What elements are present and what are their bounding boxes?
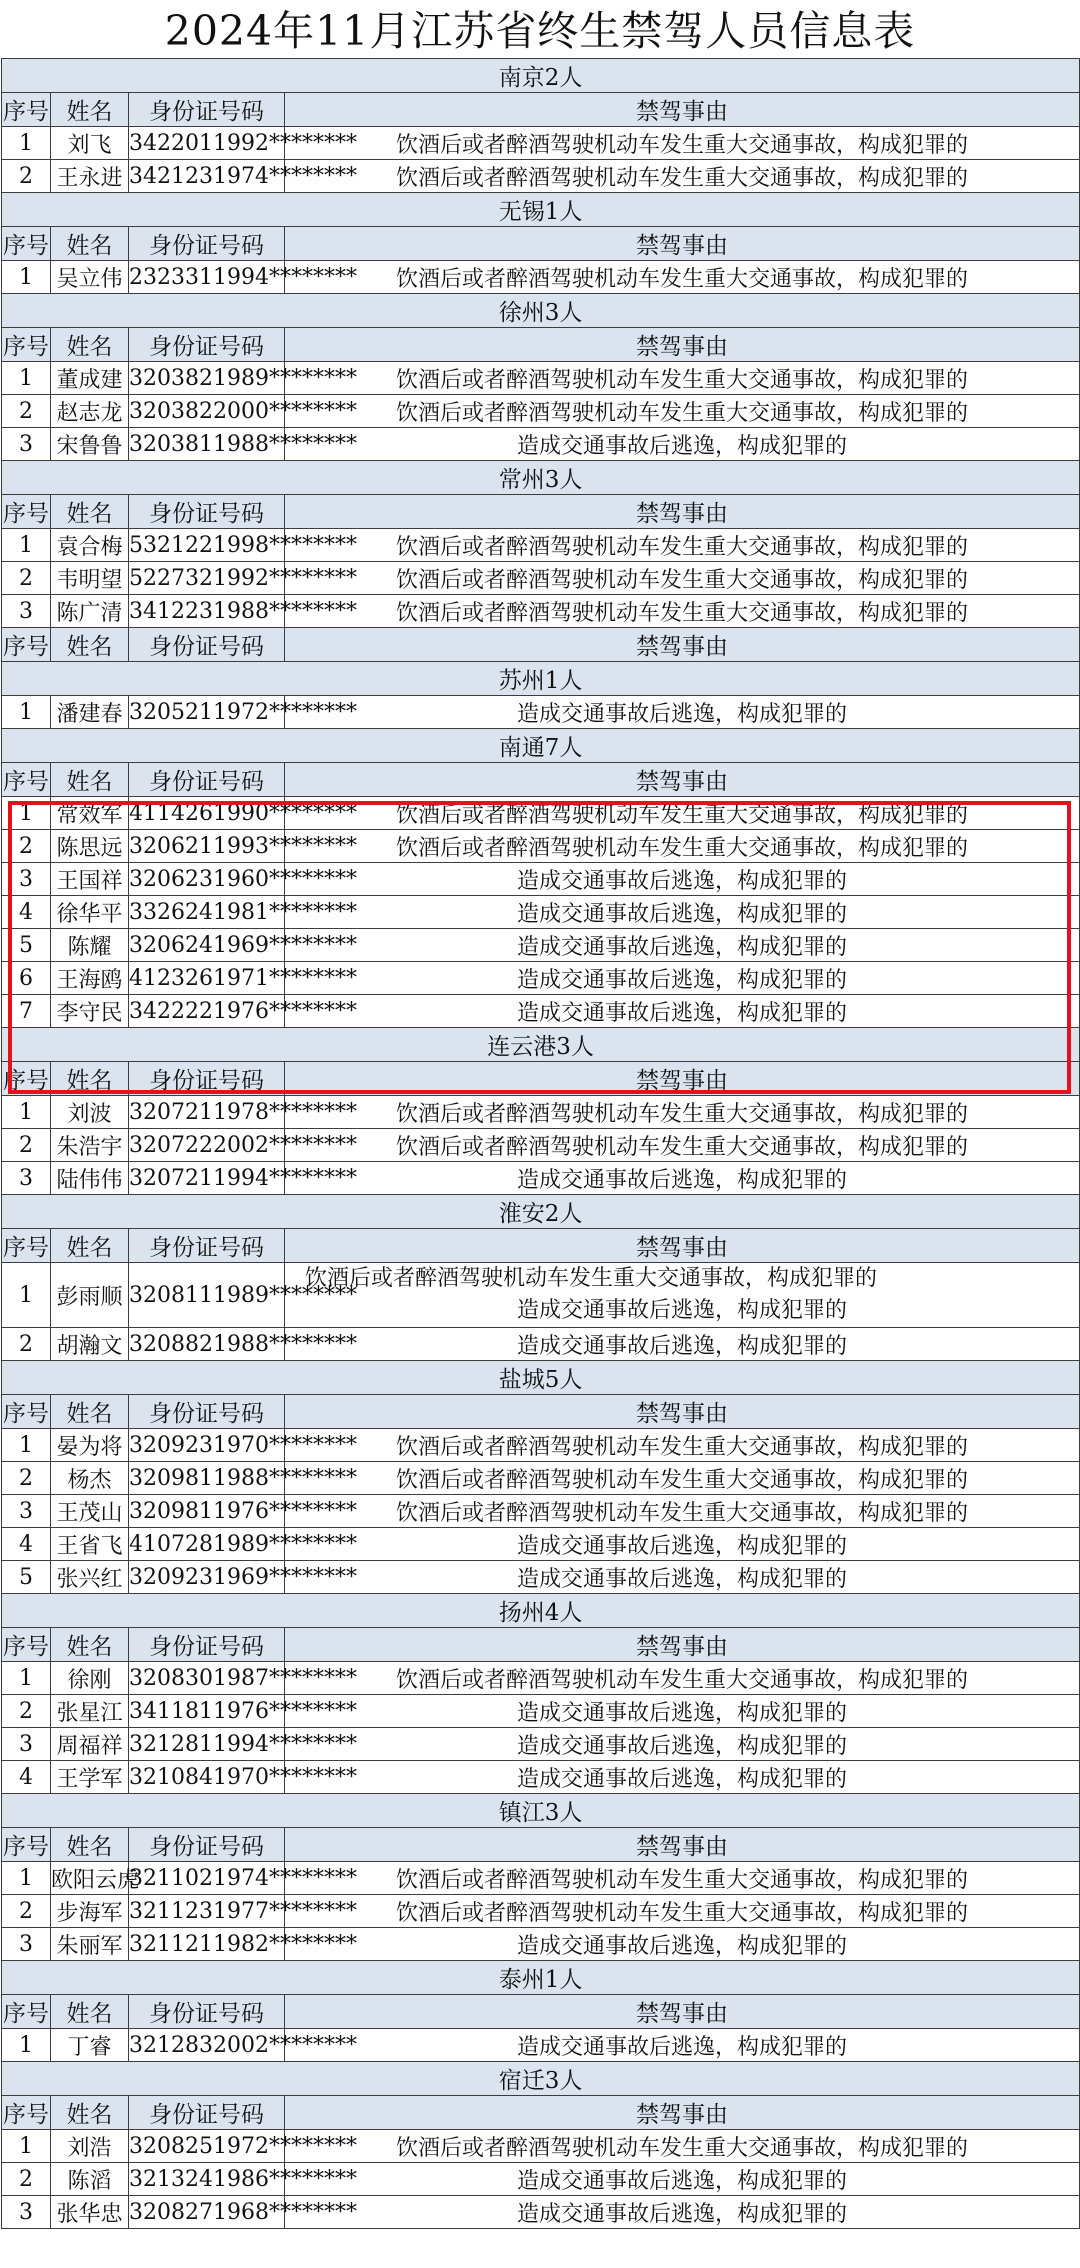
page-title: 2024年11月江苏省终生禁驾人员信息表 bbox=[164, 7, 916, 55]
city-row bbox=[2, 294, 1080, 328]
header-id: 身份证号码 bbox=[129, 1229, 285, 1263]
header-name: 姓名 bbox=[51, 1395, 129, 1429]
city-row bbox=[2, 1594, 1080, 1628]
row-name: 朱丽军 bbox=[51, 1928, 129, 1961]
row-name: 宋鲁鲁 bbox=[51, 428, 129, 461]
header-id: 身份证号码 bbox=[129, 628, 285, 662]
row-seq: 1 bbox=[2, 1429, 51, 1462]
table-row bbox=[2, 1162, 1080, 1195]
row-name: 刘浩 bbox=[51, 2130, 129, 2163]
row-seq: 2 bbox=[2, 1695, 51, 1728]
header-reason: 禁驾事由 bbox=[285, 628, 1080, 662]
row-id: 3422221976******** bbox=[129, 995, 285, 1028]
row-name: 王海鸥 bbox=[51, 962, 129, 995]
row-name: 徐刚 bbox=[51, 1662, 129, 1695]
header-seq: 序号 bbox=[2, 1995, 51, 2029]
table-row bbox=[2, 2163, 1080, 2196]
row-id: 3205211972******** bbox=[129, 696, 285, 729]
table-row bbox=[2, 127, 1080, 160]
header-row bbox=[2, 1995, 1080, 2029]
table-row bbox=[2, 562, 1080, 595]
row-reason: 饮酒后或者醉酒驾驶机动车发生重大交通事故，构成犯罪的 bbox=[285, 529, 1080, 562]
header-id: 身份证号码 bbox=[129, 1062, 285, 1096]
table-row bbox=[2, 1528, 1080, 1561]
row-id: 3207222002******** bbox=[129, 1129, 285, 1162]
row-reason: 饮酒后或者醉酒驾驶机动车发生重大交通事故，构成犯罪的 bbox=[285, 2130, 1080, 2163]
header-reason: 禁驾事由 bbox=[285, 1828, 1080, 1862]
city-heading: 无锡1人 bbox=[2, 193, 1080, 227]
row-seq: 3 bbox=[2, 1495, 51, 1528]
header-row bbox=[2, 628, 1080, 662]
row-name: 欧阳云虎 bbox=[51, 1862, 129, 1895]
row-reason: 造成交通事故后逃逸，构成犯罪的 bbox=[285, 962, 1080, 995]
header-reason: 禁驾事由 bbox=[285, 328, 1080, 362]
table-row bbox=[2, 2196, 1080, 2229]
city-row bbox=[2, 662, 1080, 696]
row-id: 2323311994******** bbox=[129, 261, 285, 294]
header-reason: 禁驾事由 bbox=[285, 495, 1080, 529]
header-row bbox=[2, 495, 1080, 529]
row-seq: 1 bbox=[2, 797, 51, 830]
table-row bbox=[2, 995, 1080, 1028]
header-name: 姓名 bbox=[51, 1229, 129, 1263]
row-id: 3213241986******** bbox=[129, 2163, 285, 2196]
table-row bbox=[2, 428, 1080, 461]
row-reason: 造成交通事故后逃逸，构成犯罪的 bbox=[285, 896, 1080, 929]
header-row bbox=[2, 328, 1080, 362]
row-id: 4123261971******** bbox=[129, 962, 285, 995]
row-id: 3208301987******** bbox=[129, 1662, 285, 1695]
row-seq: 1 bbox=[2, 696, 51, 729]
row-seq: 1 bbox=[2, 1096, 51, 1129]
city-row bbox=[2, 729, 1080, 763]
table-row bbox=[2, 395, 1080, 428]
row-id: 3209231970******** bbox=[129, 1429, 285, 1462]
row-seq: 2 bbox=[2, 1462, 51, 1495]
row-name: 常效军 bbox=[51, 797, 129, 830]
header-name: 姓名 bbox=[51, 93, 129, 127]
header-name: 姓名 bbox=[51, 1628, 129, 1662]
row-id: 5227321992******** bbox=[129, 562, 285, 595]
city-heading: 盐城5人 bbox=[2, 1361, 1080, 1395]
city-heading: 泰州1人 bbox=[2, 1961, 1080, 1995]
reason-line: 饮酒后或者醉酒驾驶机动车发生重大交通事故，构成犯罪的 bbox=[305, 1266, 878, 1291]
row-seq: 2 bbox=[2, 562, 51, 595]
header-seq: 序号 bbox=[2, 1828, 51, 1862]
row-name: 王学军 bbox=[51, 1761, 129, 1794]
city-heading: 南京2人 bbox=[2, 59, 1080, 93]
row-id: 3208821988******** bbox=[129, 1328, 285, 1361]
header-row bbox=[2, 93, 1080, 127]
row-reason: 造成交通事故后逃逸，构成犯罪的 bbox=[285, 929, 1080, 962]
row-seq: 1 bbox=[2, 261, 51, 294]
row-id: 3207211994******** bbox=[129, 1162, 285, 1195]
header-seq: 序号 bbox=[2, 628, 51, 662]
city-heading: 苏州1人 bbox=[2, 662, 1080, 696]
header-seq: 序号 bbox=[2, 1062, 51, 1096]
header-id: 身份证号码 bbox=[129, 1395, 285, 1429]
row-name: 王茂山 bbox=[51, 1495, 129, 1528]
row-reason: 饮酒后或者醉酒驾驶机动车发生重大交通事故，构成犯罪的 bbox=[285, 1662, 1080, 1695]
row-id: 3422011992******** bbox=[129, 127, 285, 160]
row-reason: 造成交通事故后逃逸，构成犯罪的 bbox=[285, 1162, 1080, 1195]
row-seq: 3 bbox=[2, 863, 51, 896]
table-row bbox=[2, 1561, 1080, 1594]
header-row bbox=[2, 1062, 1080, 1096]
row-id: 3411811976******** bbox=[129, 1695, 285, 1728]
row-name: 刘波 bbox=[51, 1096, 129, 1129]
row-seq: 7 bbox=[2, 995, 51, 1028]
header-row bbox=[2, 1229, 1080, 1263]
header-row bbox=[2, 2096, 1080, 2130]
row-id: 3421231974******** bbox=[129, 160, 285, 193]
city-row bbox=[2, 1794, 1080, 1828]
row-reason: 造成交通事故后逃逸，构成犯罪的 bbox=[285, 2196, 1080, 2229]
table-row bbox=[2, 863, 1080, 896]
row-name: 丁睿 bbox=[51, 2029, 129, 2062]
row-name: 张兴红 bbox=[51, 1561, 129, 1594]
city-row bbox=[2, 461, 1080, 495]
header-id: 身份证号码 bbox=[129, 1995, 285, 2029]
table-row bbox=[2, 1895, 1080, 1928]
row-name: 陈滔 bbox=[51, 2163, 129, 2196]
row-name: 刘飞 bbox=[51, 127, 129, 160]
row-name: 陈广清 bbox=[51, 595, 129, 628]
header-seq: 序号 bbox=[2, 2096, 51, 2130]
row-id: 3207211978******** bbox=[129, 1096, 285, 1129]
row-id: 4107281989******** bbox=[129, 1528, 285, 1561]
table-row bbox=[2, 1462, 1080, 1495]
row-id: 3412231988******** bbox=[129, 595, 285, 628]
row-seq: 2 bbox=[2, 830, 51, 863]
row-id: 3210841970******** bbox=[129, 1761, 285, 1794]
table-row bbox=[2, 1263, 1080, 1328]
row-id: 4114261990******** bbox=[129, 797, 285, 830]
row-seq: 1 bbox=[2, 1862, 51, 1895]
table-row bbox=[2, 1695, 1080, 1728]
header-reason: 禁驾事由 bbox=[285, 1229, 1080, 1263]
table-row bbox=[2, 896, 1080, 929]
city-row bbox=[2, 1195, 1080, 1229]
row-seq: 1 bbox=[2, 2130, 51, 2163]
city-heading: 南通7人 bbox=[2, 729, 1080, 763]
row-seq: 1 bbox=[2, 1263, 51, 1328]
row-reason: 造成交通事故后逃逸，构成犯罪的 bbox=[285, 2163, 1080, 2196]
header-reason: 禁驾事由 bbox=[285, 93, 1080, 127]
row-name: 步海军 bbox=[51, 1895, 129, 1928]
city-row bbox=[2, 59, 1080, 93]
table-row bbox=[2, 1728, 1080, 1761]
table-row bbox=[2, 1328, 1080, 1361]
row-reason: 饮酒后或者醉酒驾驶机动车发生重大交通事故，构成犯罪的 bbox=[285, 1462, 1080, 1495]
row-name: 韦明望 bbox=[51, 562, 129, 595]
row-reason: 造成交通事故后逃逸，构成犯罪的 bbox=[285, 1695, 1080, 1728]
row-id: 3206241969******** bbox=[129, 929, 285, 962]
row-seq: 2 bbox=[2, 2163, 51, 2196]
header-seq: 序号 bbox=[2, 227, 51, 261]
row-seq: 3 bbox=[2, 1728, 51, 1761]
header-id: 身份证号码 bbox=[129, 495, 285, 529]
header-name: 姓名 bbox=[51, 763, 129, 797]
row-name: 吴立伟 bbox=[51, 261, 129, 294]
header-row bbox=[2, 763, 1080, 797]
row-seq: 1 bbox=[2, 362, 51, 395]
city-heading: 连云港3人 bbox=[2, 1028, 1080, 1062]
row-reason: 造成交通事故后逃逸，构成犯罪的 bbox=[285, 863, 1080, 896]
header-name: 姓名 bbox=[51, 328, 129, 362]
header-id: 身份证号码 bbox=[129, 1628, 285, 1662]
header-name: 姓名 bbox=[51, 1995, 129, 2029]
ban-table-container bbox=[1, 58, 1079, 2229]
header-id: 身份证号码 bbox=[129, 763, 285, 797]
row-seq: 2 bbox=[2, 1328, 51, 1361]
row-seq: 3 bbox=[2, 2196, 51, 2229]
city-heading: 宿迁3人 bbox=[2, 2062, 1080, 2096]
header-seq: 序号 bbox=[2, 93, 51, 127]
header-row bbox=[2, 1628, 1080, 1662]
row-id: 3212832002******** bbox=[129, 2029, 285, 2062]
header-name: 姓名 bbox=[51, 628, 129, 662]
row-id: 3212811994******** bbox=[129, 1728, 285, 1761]
table-row bbox=[2, 1495, 1080, 1528]
city-heading: 淮安2人 bbox=[2, 1195, 1080, 1229]
header-seq: 序号 bbox=[2, 1229, 51, 1263]
city-row bbox=[2, 1961, 1080, 1995]
row-reason: 造成交通事故后逃逸，构成犯罪的 bbox=[285, 2029, 1080, 2062]
row-id: 3211211982******** bbox=[129, 1928, 285, 1961]
city-row bbox=[2, 2062, 1080, 2096]
row-id: 3209811988******** bbox=[129, 1462, 285, 1495]
row-id: 3209811976******** bbox=[129, 1495, 285, 1528]
row-name: 董成建 bbox=[51, 362, 129, 395]
row-name: 赵志龙 bbox=[51, 395, 129, 428]
row-id: 3208271968******** bbox=[129, 2196, 285, 2229]
table-row bbox=[2, 160, 1080, 193]
row-id: 3326241981******** bbox=[129, 896, 285, 929]
header-name: 姓名 bbox=[51, 2096, 129, 2130]
row-name: 彭雨顺 bbox=[51, 1263, 129, 1328]
row-reason: 饮酒后或者醉酒驾驶机动车发生重大交通事故，构成犯罪的 bbox=[285, 1129, 1080, 1162]
row-reason: 造成交通事故后逃逸，构成犯罪的 bbox=[285, 995, 1080, 1028]
row-name: 晏为将 bbox=[51, 1429, 129, 1462]
row-reason: 饮酒后或者醉酒驾驶机动车发生重大交通事故，构成犯罪的 bbox=[285, 1096, 1080, 1129]
header-reason: 禁驾事由 bbox=[285, 2096, 1080, 2130]
row-reason: 造成交通事故后逃逸，构成犯罪的 bbox=[285, 1528, 1080, 1561]
header-seq: 序号 bbox=[2, 495, 51, 529]
row-id: 3206231960******** bbox=[129, 863, 285, 896]
header-reason: 禁驾事由 bbox=[285, 227, 1080, 261]
row-id: 3203811988******** bbox=[129, 428, 285, 461]
row-reason: 造成交通事故后逃逸，构成犯罪的 bbox=[285, 428, 1080, 461]
city-heading: 常州3人 bbox=[2, 461, 1080, 495]
row-id: 5321221998******** bbox=[129, 529, 285, 562]
header-row bbox=[2, 1395, 1080, 1429]
row-id: 3208111989******** bbox=[129, 1263, 285, 1328]
header-seq: 序号 bbox=[2, 328, 51, 362]
row-reason: 饮酒后或者醉酒驾驶机动车发生重大交通事故，构成犯罪的 bbox=[285, 1429, 1080, 1462]
city-heading: 徐州3人 bbox=[2, 294, 1080, 328]
row-reason: 饮酒后或者醉酒驾驶机动车发生重大交通事故，构成犯罪的 bbox=[285, 830, 1080, 863]
table-row bbox=[2, 261, 1080, 294]
reason-line: 造成交通事故后逃逸，构成犯罪的 bbox=[517, 1298, 848, 1323]
row-reason: 饮酒后或者醉酒驾驶机动车发生重大交通事故，构成犯罪的 bbox=[285, 127, 1080, 160]
row-id: 3206211993******** bbox=[129, 830, 285, 863]
table-row bbox=[2, 1662, 1080, 1695]
row-reason: 饮酒后或者醉酒驾驶机动车发生重大交通事故，构成犯罪的 bbox=[285, 261, 1080, 294]
table-row bbox=[2, 1761, 1080, 1794]
table-row bbox=[2, 2029, 1080, 2062]
header-row bbox=[2, 227, 1080, 261]
row-seq: 6 bbox=[2, 962, 51, 995]
row-id: 3211231977******** bbox=[129, 1895, 285, 1928]
table-row bbox=[2, 2130, 1080, 2163]
row-seq: 4 bbox=[2, 1528, 51, 1561]
city-row bbox=[2, 193, 1080, 227]
row-reason: 造成交通事故后逃逸，构成犯罪的 bbox=[285, 696, 1080, 729]
row-id: 3203821989******** bbox=[129, 362, 285, 395]
row-name: 胡瀚文 bbox=[51, 1328, 129, 1361]
table-row bbox=[2, 362, 1080, 395]
table-row bbox=[2, 1096, 1080, 1129]
city-heading: 扬州4人 bbox=[2, 1594, 1080, 1628]
header-id: 身份证号码 bbox=[129, 2096, 285, 2130]
table-row bbox=[2, 1129, 1080, 1162]
row-name: 袁合梅 bbox=[51, 529, 129, 562]
city-row bbox=[2, 1028, 1080, 1062]
row-seq: 2 bbox=[2, 1129, 51, 1162]
header-reason: 禁驾事由 bbox=[285, 1062, 1080, 1096]
header-reason: 禁驾事由 bbox=[285, 1628, 1080, 1662]
row-seq: 1 bbox=[2, 127, 51, 160]
table-row bbox=[2, 830, 1080, 863]
row-id: 3208251972******** bbox=[129, 2130, 285, 2163]
row-name: 李守民 bbox=[51, 995, 129, 1028]
table-row bbox=[2, 595, 1080, 628]
header-row bbox=[2, 1828, 1080, 1862]
row-seq: 2 bbox=[2, 160, 51, 193]
row-reason: 饮酒后或者醉酒驾驶机动车发生重大交通事故，构成犯罪的 bbox=[285, 1895, 1080, 1928]
table-row bbox=[2, 1862, 1080, 1895]
row-name: 王省飞 bbox=[51, 1528, 129, 1561]
row-reason: 造成交通事故后逃逸，构成犯罪的 bbox=[285, 1761, 1080, 1794]
row-seq: 1 bbox=[2, 529, 51, 562]
row-reason: 饮酒后或者醉酒驾驶机动车发生重大交通事故，构成犯罪的 bbox=[285, 1862, 1080, 1895]
row-name: 陆伟伟 bbox=[51, 1162, 129, 1195]
row-reason: 饮酒后或者醉酒驾驶机动车发生重大交通事故，构成犯罪的 bbox=[285, 1495, 1080, 1528]
row-seq: 1 bbox=[2, 1662, 51, 1695]
row-name: 张星江 bbox=[51, 1695, 129, 1728]
header-name: 姓名 bbox=[51, 227, 129, 261]
header-seq: 序号 bbox=[2, 1395, 51, 1429]
table-row bbox=[2, 929, 1080, 962]
row-seq: 3 bbox=[2, 428, 51, 461]
table-row bbox=[2, 696, 1080, 729]
header-reason: 禁驾事由 bbox=[285, 1395, 1080, 1429]
row-name: 杨杰 bbox=[51, 1462, 129, 1495]
table-row bbox=[2, 797, 1080, 830]
row-reason: 饮酒后或者醉酒驾驶机动车发生重大交通事故，构成犯罪的 bbox=[285, 362, 1080, 395]
row-reason: 饮酒后或者醉酒驾驶机动车发生重大交通事故，构成犯罪的 bbox=[285, 595, 1080, 628]
row-id: 3203822000******** bbox=[129, 395, 285, 428]
header-id: 身份证号码 bbox=[129, 93, 285, 127]
row-seq: 3 bbox=[2, 1928, 51, 1961]
row-reason: 饮酒后或者醉酒驾驶机动车发生重大交通事故，构成犯罪的 bbox=[285, 562, 1080, 595]
row-name: 潘建春 bbox=[51, 696, 129, 729]
row-reason bbox=[285, 1263, 1080, 1328]
row-name: 王永进 bbox=[51, 160, 129, 193]
row-id: 3209231969******** bbox=[129, 1561, 285, 1594]
row-seq: 5 bbox=[2, 929, 51, 962]
row-name: 陈思远 bbox=[51, 830, 129, 863]
row-name: 张华忠 bbox=[51, 2196, 129, 2229]
row-reason: 造成交通事故后逃逸，构成犯罪的 bbox=[285, 1328, 1080, 1361]
row-name: 王国祥 bbox=[51, 863, 129, 896]
header-name: 姓名 bbox=[51, 1062, 129, 1096]
city-heading: 镇江3人 bbox=[2, 1794, 1080, 1828]
row-name: 朱浩宇 bbox=[51, 1129, 129, 1162]
row-seq: 4 bbox=[2, 896, 51, 929]
header-name: 姓名 bbox=[51, 495, 129, 529]
row-id: 3211021974******** bbox=[129, 1862, 285, 1895]
header-name: 姓名 bbox=[51, 1828, 129, 1862]
header-seq: 序号 bbox=[2, 1628, 51, 1662]
ban-table bbox=[1, 58, 1080, 2229]
row-reason: 造成交通事故后逃逸，构成犯罪的 bbox=[285, 1928, 1080, 1961]
row-name: 陈耀 bbox=[51, 929, 129, 962]
table-row bbox=[2, 1429, 1080, 1462]
row-reason: 造成交通事故后逃逸，构成犯罪的 bbox=[285, 1728, 1080, 1761]
table-row bbox=[2, 962, 1080, 995]
header-id: 身份证号码 bbox=[129, 328, 285, 362]
header-id: 身份证号码 bbox=[129, 227, 285, 261]
row-seq: 2 bbox=[2, 395, 51, 428]
row-reason: 饮酒后或者醉酒驾驶机动车发生重大交通事故，构成犯罪的 bbox=[285, 797, 1080, 830]
row-seq: 2 bbox=[2, 1895, 51, 1928]
table-row bbox=[2, 1928, 1080, 1961]
row-reason: 饮酒后或者醉酒驾驶机动车发生重大交通事故，构成犯罪的 bbox=[285, 395, 1080, 428]
header-reason: 禁驾事由 bbox=[285, 1995, 1080, 2029]
row-reason: 造成交通事故后逃逸，构成犯罪的 bbox=[285, 1561, 1080, 1594]
header-seq: 序号 bbox=[2, 763, 51, 797]
row-seq: 1 bbox=[2, 2029, 51, 2062]
city-row bbox=[2, 1361, 1080, 1395]
row-name: 徐华平 bbox=[51, 896, 129, 929]
row-seq: 4 bbox=[2, 1761, 51, 1794]
row-reason: 饮酒后或者醉酒驾驶机动车发生重大交通事故，构成犯罪的 bbox=[285, 160, 1080, 193]
header-reason: 禁驾事由 bbox=[285, 763, 1080, 797]
row-seq: 5 bbox=[2, 1561, 51, 1594]
table-row bbox=[2, 529, 1080, 562]
row-name: 周福祥 bbox=[51, 1728, 129, 1761]
row-seq: 3 bbox=[2, 1162, 51, 1195]
header-id: 身份证号码 bbox=[129, 1828, 285, 1862]
row-seq: 3 bbox=[2, 595, 51, 628]
